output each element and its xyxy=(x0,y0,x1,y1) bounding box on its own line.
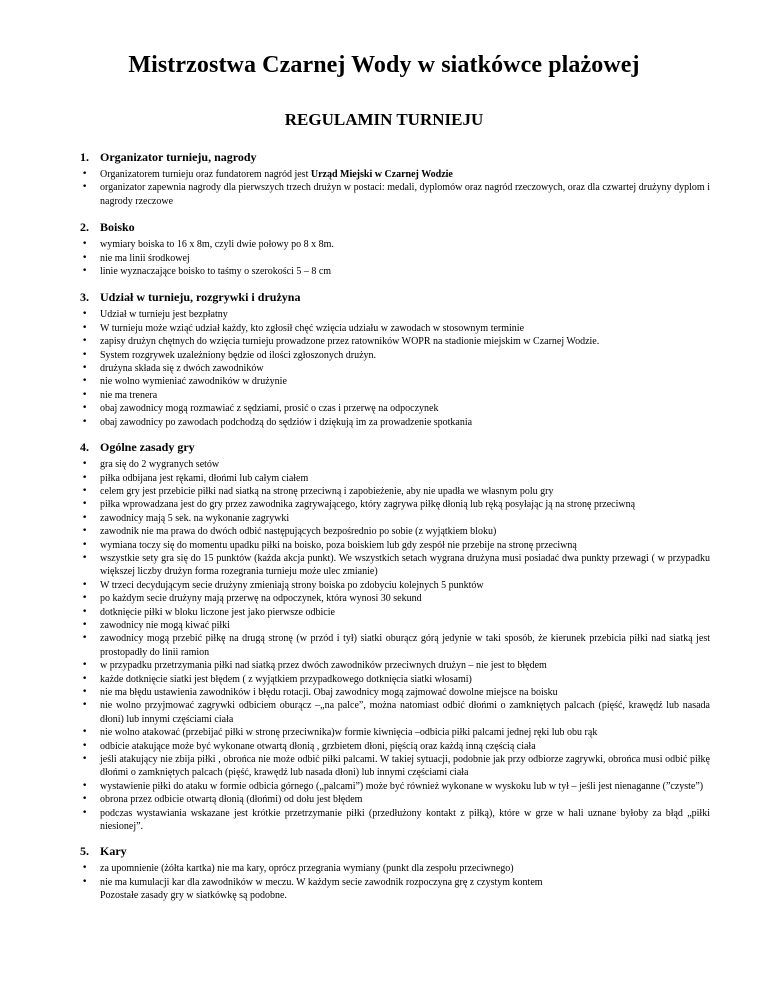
list-item: • nie ma linii środkowej xyxy=(80,252,710,265)
list-item: • wymiana toczy się do momentu upadku piłki na boisko, poza boiskiem lub gdy zespół nie przebije na stronę przeciwną xyxy=(80,539,710,552)
section-number: 3. xyxy=(80,290,89,305)
list-item: • odbicie atakujące może być wykonane otwartą dłonią , grzbietem dłoni, pięścią oraz każdą inną częścią ciała xyxy=(80,740,710,753)
list-item: • dotknięcie piłki w bloku liczone jest jako pierwsze odbicie xyxy=(80,606,710,619)
section-rules xyxy=(80,440,710,833)
organizer-name: Urząd Miejski w Czarnej Wodzie xyxy=(310,169,453,180)
list-item: • gra się do 2 wygranych setów xyxy=(80,458,710,471)
bullet-list xyxy=(80,458,710,833)
bullet-list xyxy=(80,308,710,429)
list-item: • zawodnicy mają 5 sek. na wykonanie zagrywki xyxy=(80,512,710,525)
bullet-list xyxy=(80,862,710,889)
list-item: • nie ma trenera xyxy=(80,389,710,402)
list-item: • po każdym secie drużyny mają przerwę na odpoczynek, która wynosi 30 sekund xyxy=(80,592,710,605)
list-item: • drużyna składa się z dwóch zawodników xyxy=(80,362,710,375)
list-item: • za upomnienie (żółta kartka) nie ma kary, oprócz przegrania wymiany (punkt dla zespołu przeciwnego) xyxy=(80,862,710,875)
section-heading xyxy=(80,290,710,305)
list-item: • linie wyznaczające boisko to taśmy o szerokości 5 – 8 cm xyxy=(80,265,710,278)
section-organizer xyxy=(80,150,710,208)
list-item: • wszystkie sety gra się do 15 punktów (każda akcja punkt). We wszystkich setach wygrana drużyna musi posiadać dwa punkty przewagi ( w przypadku większej liczby drużyn forma rozegrania turnieju może ulec zmianie) xyxy=(80,552,710,579)
section-penalties xyxy=(80,844,710,902)
document-title: Mistrzostwa Czarnej Wody w siatkówce plażowej xyxy=(128,52,640,78)
bullet-list xyxy=(80,238,710,278)
section-number: 2. xyxy=(80,220,89,235)
list-item: • każde dotknięcie siatki jest błędem ( z wyjątkiem przypadkowego dotknięcia siatki włosami) xyxy=(80,673,710,686)
list-item: • celem gry jest przebicie piłki nad siatką na stronę przeciwną i zapobieżenie, aby nie upadła we własnym polu gry xyxy=(80,485,710,498)
list-item: • zapisy drużyn chętnych do wzięcia turnieju prowadzone przez ratowników WOPR na stadionie miejskim w Czarnej Wodzie. xyxy=(80,335,710,348)
closing-note: Pozostałe zasady gry w siatkówkę są podobne. xyxy=(100,890,287,902)
list-item: • nie ma kumulacji kar dla zawodników w meczu. W każdym secie zawodnik rozpoczyna grę z czystym kontem xyxy=(80,876,710,889)
list-item-text: Organizatorem turnieju oraz fundatorem nagród jest xyxy=(100,169,311,180)
list-item: • organizator zapewnia nagrody dla pierwszych trzech drużyn w postaci: medali, dyplomów oraz nagród rzeczowych, oraz dla czwartej drużyny dyplom i nagrody rzeczowe xyxy=(80,181,710,208)
list-item xyxy=(80,168,710,181)
section-court xyxy=(80,220,710,278)
list-item: • zawodnicy mogą przebić piłkę na drugą stronę (w przód i tył) siatki oburącz górą jedynie w taki sposób, że kierunek przebicia piłki nad siatką jest prostopadły do linii ramion xyxy=(80,632,710,659)
document-subtitle: REGULAMIN TURNIEJU xyxy=(284,110,484,129)
list-item: • w przypadku przetrzymania piłki nad siatką przez dwóch zawodników przeciwnych drużyn – nie jest to błędem xyxy=(80,659,710,672)
list-item: • W trzeci decydującym secie drużyny zmieniają strony boiska po zdobyciu kolejnych 5 punktów xyxy=(80,579,710,592)
list-item: • piłka odbijana jest rękami, dłońmi lub całym ciałem xyxy=(80,472,710,485)
list-item: • nie wolno wymieniać zawodników w drużynie xyxy=(80,375,710,388)
list-item: • zawodnicy nie mogą kiwać piłki xyxy=(80,619,710,632)
section-heading xyxy=(80,844,710,859)
list-item: • jeśli atakujący nie zbija piłki , obrońca nie może odbić piłki palcami. W takiej sytuacji, podobnie jak przy odbiorze zagrywki, obrońca musi odbić piłkę dłońmi o zamkniętych palcach (pięść, krawędź lub nasada dłoni) lub innymi częściami ciała xyxy=(80,753,710,780)
section-number: 5. xyxy=(80,844,89,859)
list-item: • W turnieju może wziąć udział każdy, kto zgłosił chęć wzięcia udziału w zawodach w stosownym terminie xyxy=(80,322,710,335)
list-item: • obaj zawodnicy mogą rozmawiać z sędziami, prosić o czas i przerwę na odpoczynek xyxy=(80,402,710,415)
list-item: • nie ma błędu ustawienia zawodników i błędu rotacji. Obaj zawodnicy mogą zajmować dowolne miejsce na boisku xyxy=(80,686,710,699)
section-number: 1. xyxy=(80,150,89,164)
bullet-list xyxy=(80,168,710,208)
list-item: • nie wolno przyjmować zagrywki odbiciem oburącz –„na palce”, można natomiast odbić dłońmi o zamkniętych palcach (pięść, krawędź lub nasada dłoni) lub innymi częściami ciała xyxy=(80,699,710,726)
section-title: Organizator turnieju, nagrody xyxy=(100,150,257,164)
section-participation xyxy=(80,290,710,429)
list-item: • System rozgrywek uzależniony będzie od ilości zgłoszonych drużyn. xyxy=(80,349,710,362)
list-item: • nie wolno atakować (przebijać piłki w stronę przeciwnika)w formie kiwnięcia –odbicia piłki palcami jednej ręki lub obu rąk xyxy=(80,726,710,739)
list-item: • Udział w turnieju jest bezpłatny xyxy=(80,308,710,321)
list-item: • wystawienie piłki do ataku w formie odbicia górnego („palcami”) może być również wykonane w wyskoku lub w tył – jeśli jest nienaganne (”czyste”) xyxy=(80,780,710,793)
section-title: Udział w turnieju, rozgrywki i drużyna xyxy=(100,290,301,305)
list-item: • obaj zawodnicy po zawodach podchodzą do sędziów i dziękują im za prowadzenie spotkania xyxy=(80,416,710,429)
section-heading xyxy=(80,440,710,455)
section-title: Kary xyxy=(100,844,127,859)
list-item: • podczas wystawiania wskazane jest krótkie przetrzymanie piłki (przedłużony kontakt z piłką), które w grze w hali uznane byłoby za błąd „piłki niesionej”. xyxy=(80,807,710,834)
section-heading xyxy=(80,220,710,235)
section-heading xyxy=(80,150,710,165)
list-item: • wymiary boiska to 16 x 8m, czyli dwie połowy po 8 x 8m. xyxy=(80,238,710,251)
list-item: • piłka wprowadzana jest do gry przez zawodnika zagrywającego, który zagrywa piłkę dłonią lub ręką posyłając ją na stronę przeciwną xyxy=(80,498,710,511)
list-item: • obrona przez odbicie otwartą dłonią (dłońmi) od dołu jest błędem xyxy=(80,793,710,806)
section-title: Ogólne zasady gry xyxy=(100,440,195,455)
list-item: • zawodnik nie ma prawa do dwóch odbić następujących bezpośrednio po sobie (z wyjątkiem bloku) xyxy=(80,525,710,538)
section-title: Boisko xyxy=(100,220,135,235)
section-number: 4. xyxy=(80,440,89,455)
